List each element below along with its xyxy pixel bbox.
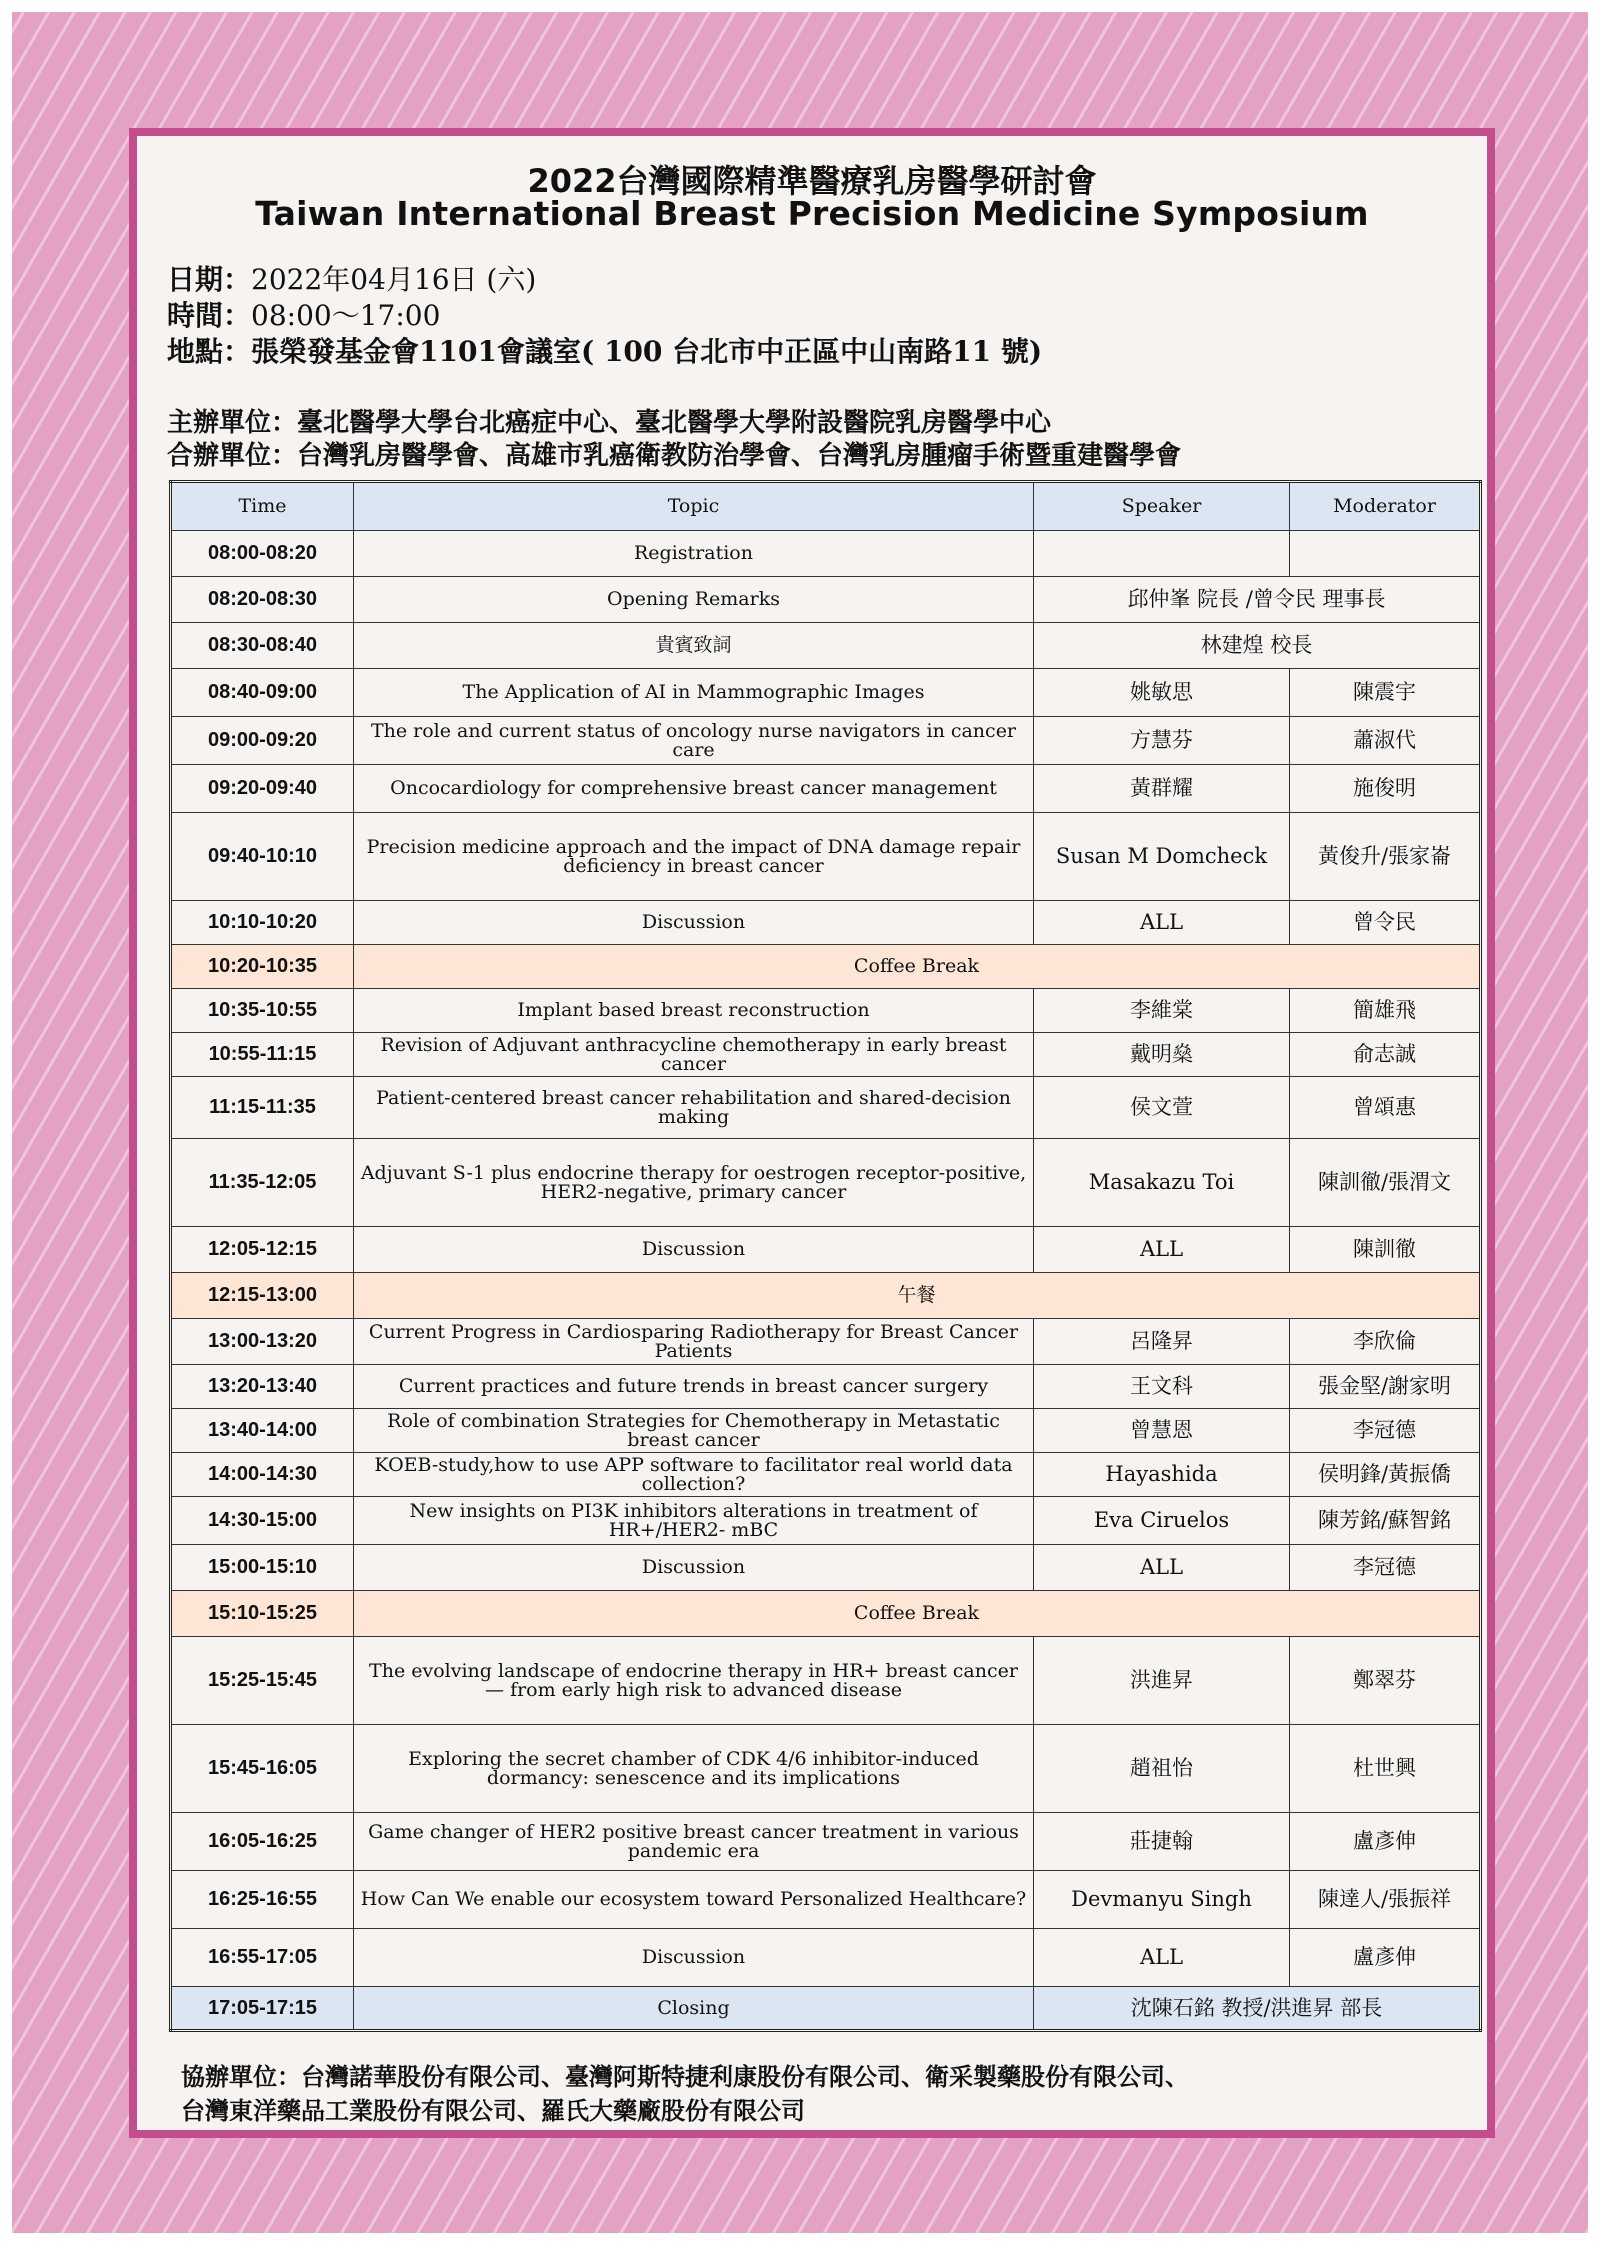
row-time: 15:25-15:45 bbox=[171, 1637, 354, 1725]
row-moderator: 陳達人/張振祥 bbox=[1290, 1871, 1481, 1929]
title-chinese: 2022台灣國際精準醫療乳房醫學研討會 bbox=[527, 162, 1097, 200]
table-row bbox=[171, 531, 1481, 577]
row-time: 16:25-16:55 bbox=[171, 1871, 354, 1929]
table-row bbox=[171, 669, 1481, 717]
row-time: 11:35-12:05 bbox=[171, 1139, 354, 1227]
place-line bbox=[167, 334, 1487, 370]
row-speaker: 方慧芬 bbox=[1034, 717, 1290, 765]
sponsor-list-1: 台灣諾華股份有限公司、臺灣阿斯特捷利康股份有限公司、衛采製藥股份有限公司、 bbox=[301, 2062, 1189, 2091]
table-row bbox=[171, 1637, 1481, 1725]
row-moderator: 簡雄飛 bbox=[1290, 989, 1481, 1033]
header-topic: Topic bbox=[354, 482, 1034, 531]
sponsor-label: 協辦單位： bbox=[181, 2062, 301, 2091]
row-time: 10:55-11:15 bbox=[171, 1033, 354, 1077]
row-topic: Implant based breast reconstruction bbox=[354, 989, 1034, 1033]
co-organizer-label: 合辦單位： bbox=[167, 441, 298, 471]
time-label: 時間： bbox=[167, 299, 252, 332]
header-time: Time bbox=[171, 482, 354, 531]
table-row bbox=[171, 1987, 1481, 2031]
table-row bbox=[171, 1545, 1481, 1591]
host-label: 主辦單位： bbox=[167, 408, 298, 438]
row-time: 15:45-16:05 bbox=[171, 1725, 354, 1813]
row-topic: The evolving landscape of endocrine therapy in HR+ breast cancer — from early high risk to advanced disease bbox=[354, 1637, 1034, 1725]
table-row bbox=[171, 1497, 1481, 1545]
table-header-row bbox=[171, 482, 1481, 531]
table-row bbox=[171, 717, 1481, 765]
row-moderator: 陳訓徹 bbox=[1290, 1227, 1481, 1273]
row-topic: Revision of Adjuvant anthracycline chemotherapy in early breast cancer bbox=[354, 1033, 1034, 1077]
row-time: 16:55-17:05 bbox=[171, 1929, 354, 1987]
sponsor-line-1 bbox=[181, 2060, 1481, 2094]
row-speaker: 李維棠 bbox=[1034, 989, 1290, 1033]
row-topic: Patient-centered breast cancer rehabilitation and shared-decision making bbox=[354, 1077, 1034, 1139]
row-speaker: Eva Ciruelos bbox=[1034, 1497, 1290, 1545]
row-moderator: 李冠德 bbox=[1290, 1409, 1481, 1453]
row-topic: Current Progress in Cardiosparing Radiotherapy for Breast Cancer Patients bbox=[354, 1319, 1034, 1365]
date-line bbox=[167, 262, 1487, 298]
row-topic: Discussion bbox=[354, 1929, 1034, 1987]
row-moderator: 曾頌惠 bbox=[1290, 1077, 1481, 1139]
row-topic: The Application of AI in Mammographic Images bbox=[354, 669, 1034, 717]
row-time: 14:30-15:00 bbox=[171, 1497, 354, 1545]
row-speaker: 曾慧恩 bbox=[1034, 1409, 1290, 1453]
row-speaker-moderator: 林建煌 校長 bbox=[1034, 623, 1481, 669]
table-row bbox=[171, 1319, 1481, 1365]
table-row bbox=[171, 1365, 1481, 1409]
row-moderator: 張金堅/謝家明 bbox=[1290, 1365, 1481, 1409]
table-row bbox=[171, 1139, 1481, 1227]
row-speaker: Susan M Domcheck bbox=[1034, 813, 1290, 901]
row-time: 10:35-10:55 bbox=[171, 989, 354, 1033]
row-topic: Game changer of HER2 positive breast cancer treatment in various pandemic era bbox=[354, 1813, 1034, 1871]
row-speaker: 莊捷翰 bbox=[1034, 1813, 1290, 1871]
table-row bbox=[171, 1871, 1481, 1929]
table-row bbox=[171, 1813, 1481, 1871]
schedule-body bbox=[171, 531, 1481, 2031]
row-moderator: 李冠德 bbox=[1290, 1545, 1481, 1591]
row-moderator: 陳訓徹/張渭文 bbox=[1290, 1139, 1481, 1227]
table-row bbox=[171, 1409, 1481, 1453]
table-row bbox=[171, 1725, 1481, 1813]
row-time: 14:00-14:30 bbox=[171, 1453, 354, 1497]
table-row bbox=[171, 1033, 1481, 1077]
row-moderator: 盧彥伸 bbox=[1290, 1929, 1481, 1987]
time-value: 08:00～17:00 bbox=[251, 299, 441, 332]
row-speaker: ALL bbox=[1034, 1545, 1290, 1591]
table-row bbox=[171, 1227, 1481, 1273]
row-topic: KOEB-study,how to use APP software to facilitator real world data collection? bbox=[354, 1453, 1034, 1497]
row-topic: Oncocardiology for comprehensive breast cancer management bbox=[354, 765, 1034, 813]
row-break-label: Coffee Break bbox=[354, 1591, 1481, 1637]
row-speaker: Masakazu Toi bbox=[1034, 1139, 1290, 1227]
row-moderator: 俞志誠 bbox=[1290, 1033, 1481, 1077]
row-topic: Opening Remarks bbox=[354, 577, 1034, 623]
row-moderator: 曾令民 bbox=[1290, 901, 1481, 945]
co-organizer-value: 台灣乳房醫學會、高雄市乳癌衛教防治學會、台灣乳房腫瘤手術暨重建醫學會 bbox=[297, 441, 1182, 471]
row-speaker: Devmanyu Singh bbox=[1034, 1871, 1290, 1929]
row-time: 08:20-08:30 bbox=[171, 577, 354, 623]
row-moderator: 陳芳銘/蘇智銘 bbox=[1290, 1497, 1481, 1545]
row-time: 13:40-14:00 bbox=[171, 1409, 354, 1453]
row-moderator: 李欣倫 bbox=[1290, 1319, 1481, 1365]
date-label: 日期： bbox=[167, 263, 252, 296]
sponsor-block bbox=[181, 2060, 1481, 2128]
host-line bbox=[167, 406, 1487, 440]
row-topic: Current practices and future trends in breast cancer surgery bbox=[354, 1365, 1034, 1409]
co-organizer-line bbox=[167, 439, 1487, 473]
row-time: 09:20-09:40 bbox=[171, 765, 354, 813]
time-line bbox=[167, 298, 1487, 334]
row-time: 15:10-15:25 bbox=[171, 1591, 354, 1637]
row-speaker-moderator: 邱仲峯 院長 /曾令民 理事長 bbox=[1034, 577, 1481, 623]
table-row bbox=[171, 901, 1481, 945]
row-time: 13:00-13:20 bbox=[171, 1319, 354, 1365]
row-moderator bbox=[1290, 531, 1481, 577]
row-topic: Role of combination Strategies for Chemotherapy in Metastatic breast cancer bbox=[354, 1409, 1034, 1453]
row-speaker: Hayashida bbox=[1034, 1453, 1290, 1497]
row-time: 17:05-17:15 bbox=[171, 1987, 354, 2031]
row-time: 13:20-13:40 bbox=[171, 1365, 354, 1409]
row-topic: Exploring the secret chamber of CDK 4/6 inhibitor-induced dormancy: senescence and its implications bbox=[354, 1725, 1034, 1813]
table-row bbox=[171, 1453, 1481, 1497]
row-time: 09:40-10:10 bbox=[171, 813, 354, 901]
table-row bbox=[171, 623, 1481, 669]
row-moderator: 蕭淑代 bbox=[1290, 717, 1481, 765]
row-speaker: ALL bbox=[1034, 1929, 1290, 1987]
table-row bbox=[171, 765, 1481, 813]
row-moderator: 施俊明 bbox=[1290, 765, 1481, 813]
row-topic: 貴賓致詞 bbox=[354, 623, 1034, 669]
row-topic: How Can We enable our ecosystem toward Personalized Healthcare? bbox=[354, 1871, 1034, 1929]
row-moderator: 鄭翠芬 bbox=[1290, 1637, 1481, 1725]
host-value: 臺北醫學大學台北癌症中心、臺北醫學大學附設醫院乳房醫學中心 bbox=[297, 408, 1052, 438]
sponsor-line-2: 台灣東洋藥品工業股份有限公司、羅氏大藥廠股份有限公司 bbox=[181, 2096, 805, 2125]
row-break-label: 午餐 bbox=[354, 1273, 1481, 1319]
row-speaker: ALL bbox=[1034, 901, 1290, 945]
row-moderator: 侯明鋒/黃振僑 bbox=[1290, 1453, 1481, 1497]
row-topic: The role and current status of oncology nurse navigators in cancer care bbox=[354, 717, 1034, 765]
table-row bbox=[171, 577, 1481, 623]
table-row bbox=[171, 945, 1481, 989]
row-topic: Discussion bbox=[354, 1227, 1034, 1273]
row-speaker: 黃群耀 bbox=[1034, 765, 1290, 813]
table-row bbox=[171, 1591, 1481, 1637]
table-row bbox=[171, 1077, 1481, 1139]
row-topic: Discussion bbox=[354, 1545, 1034, 1591]
row-speaker: 戴明燊 bbox=[1034, 1033, 1290, 1077]
row-topic: Adjuvant S-1 plus endocrine therapy for oestrogen receptor-positive, HER2-negative, primary cancer bbox=[354, 1139, 1034, 1227]
row-break-label: Coffee Break bbox=[354, 945, 1481, 989]
row-speaker: 王文科 bbox=[1034, 1365, 1290, 1409]
row-topic: New insights on PI3K inhibitors alterations in treatment of HR+/HER2- mBC bbox=[354, 1497, 1034, 1545]
row-time: 08:30-08:40 bbox=[171, 623, 354, 669]
header-moderator: Moderator bbox=[1290, 482, 1481, 531]
row-moderator: 盧彥伸 bbox=[1290, 1813, 1481, 1871]
row-time: 11:15-11:35 bbox=[171, 1077, 354, 1139]
date-value: 2022年04月16日 (六) bbox=[251, 263, 537, 296]
poster-panel bbox=[129, 128, 1495, 2138]
row-speaker: 呂隆昇 bbox=[1034, 1319, 1290, 1365]
schedule-table bbox=[169, 480, 1482, 2032]
row-time: 12:15-13:00 bbox=[171, 1273, 354, 1319]
row-time: 10:10-10:20 bbox=[171, 901, 354, 945]
row-speaker: 姚敏思 bbox=[1034, 669, 1290, 717]
row-speaker-moderator: 沈陳石銘 教授/洪進昇 部長 bbox=[1034, 1987, 1481, 2031]
row-moderator: 黃俊升/張家崙 bbox=[1290, 813, 1481, 901]
table-row bbox=[171, 989, 1481, 1033]
row-moderator: 陳震宇 bbox=[1290, 669, 1481, 717]
row-topic: Closing bbox=[354, 1987, 1034, 2031]
row-topic: Registration bbox=[354, 531, 1034, 577]
place-label: 地點： bbox=[167, 335, 252, 368]
place-value: 張榮發基金會1101會議室( 100 台北市中正區中山南路11 號) bbox=[251, 335, 1043, 368]
row-speaker: 趙祖怡 bbox=[1034, 1725, 1290, 1813]
row-topic: Precision medicine approach and the impact of DNA damage repair deficiency in breast cancer bbox=[354, 813, 1034, 901]
table-row bbox=[171, 1929, 1481, 1987]
table-row bbox=[171, 813, 1481, 901]
row-time: 12:05-12:15 bbox=[171, 1227, 354, 1273]
row-time: 10:20-10:35 bbox=[171, 945, 354, 989]
title-english: Taiwan International Breast Precision Medicine Symposium bbox=[255, 194, 1369, 233]
pink-striped-background bbox=[12, 12, 1588, 2233]
row-time: 08:00-08:20 bbox=[171, 531, 354, 577]
row-speaker: ALL bbox=[1034, 1227, 1290, 1273]
row-topic: Discussion bbox=[354, 901, 1034, 945]
table-row bbox=[171, 1273, 1481, 1319]
row-moderator: 杜世興 bbox=[1290, 1725, 1481, 1813]
row-speaker: 侯文萱 bbox=[1034, 1077, 1290, 1139]
row-time: 16:05-16:25 bbox=[171, 1813, 354, 1871]
row-time: 08:40-09:00 bbox=[171, 669, 354, 717]
row-time: 15:00-15:10 bbox=[171, 1545, 354, 1591]
row-time: 09:00-09:20 bbox=[171, 717, 354, 765]
header-speaker: Speaker bbox=[1034, 482, 1290, 531]
row-speaker bbox=[1034, 531, 1290, 577]
row-speaker: 洪進昇 bbox=[1034, 1637, 1290, 1725]
